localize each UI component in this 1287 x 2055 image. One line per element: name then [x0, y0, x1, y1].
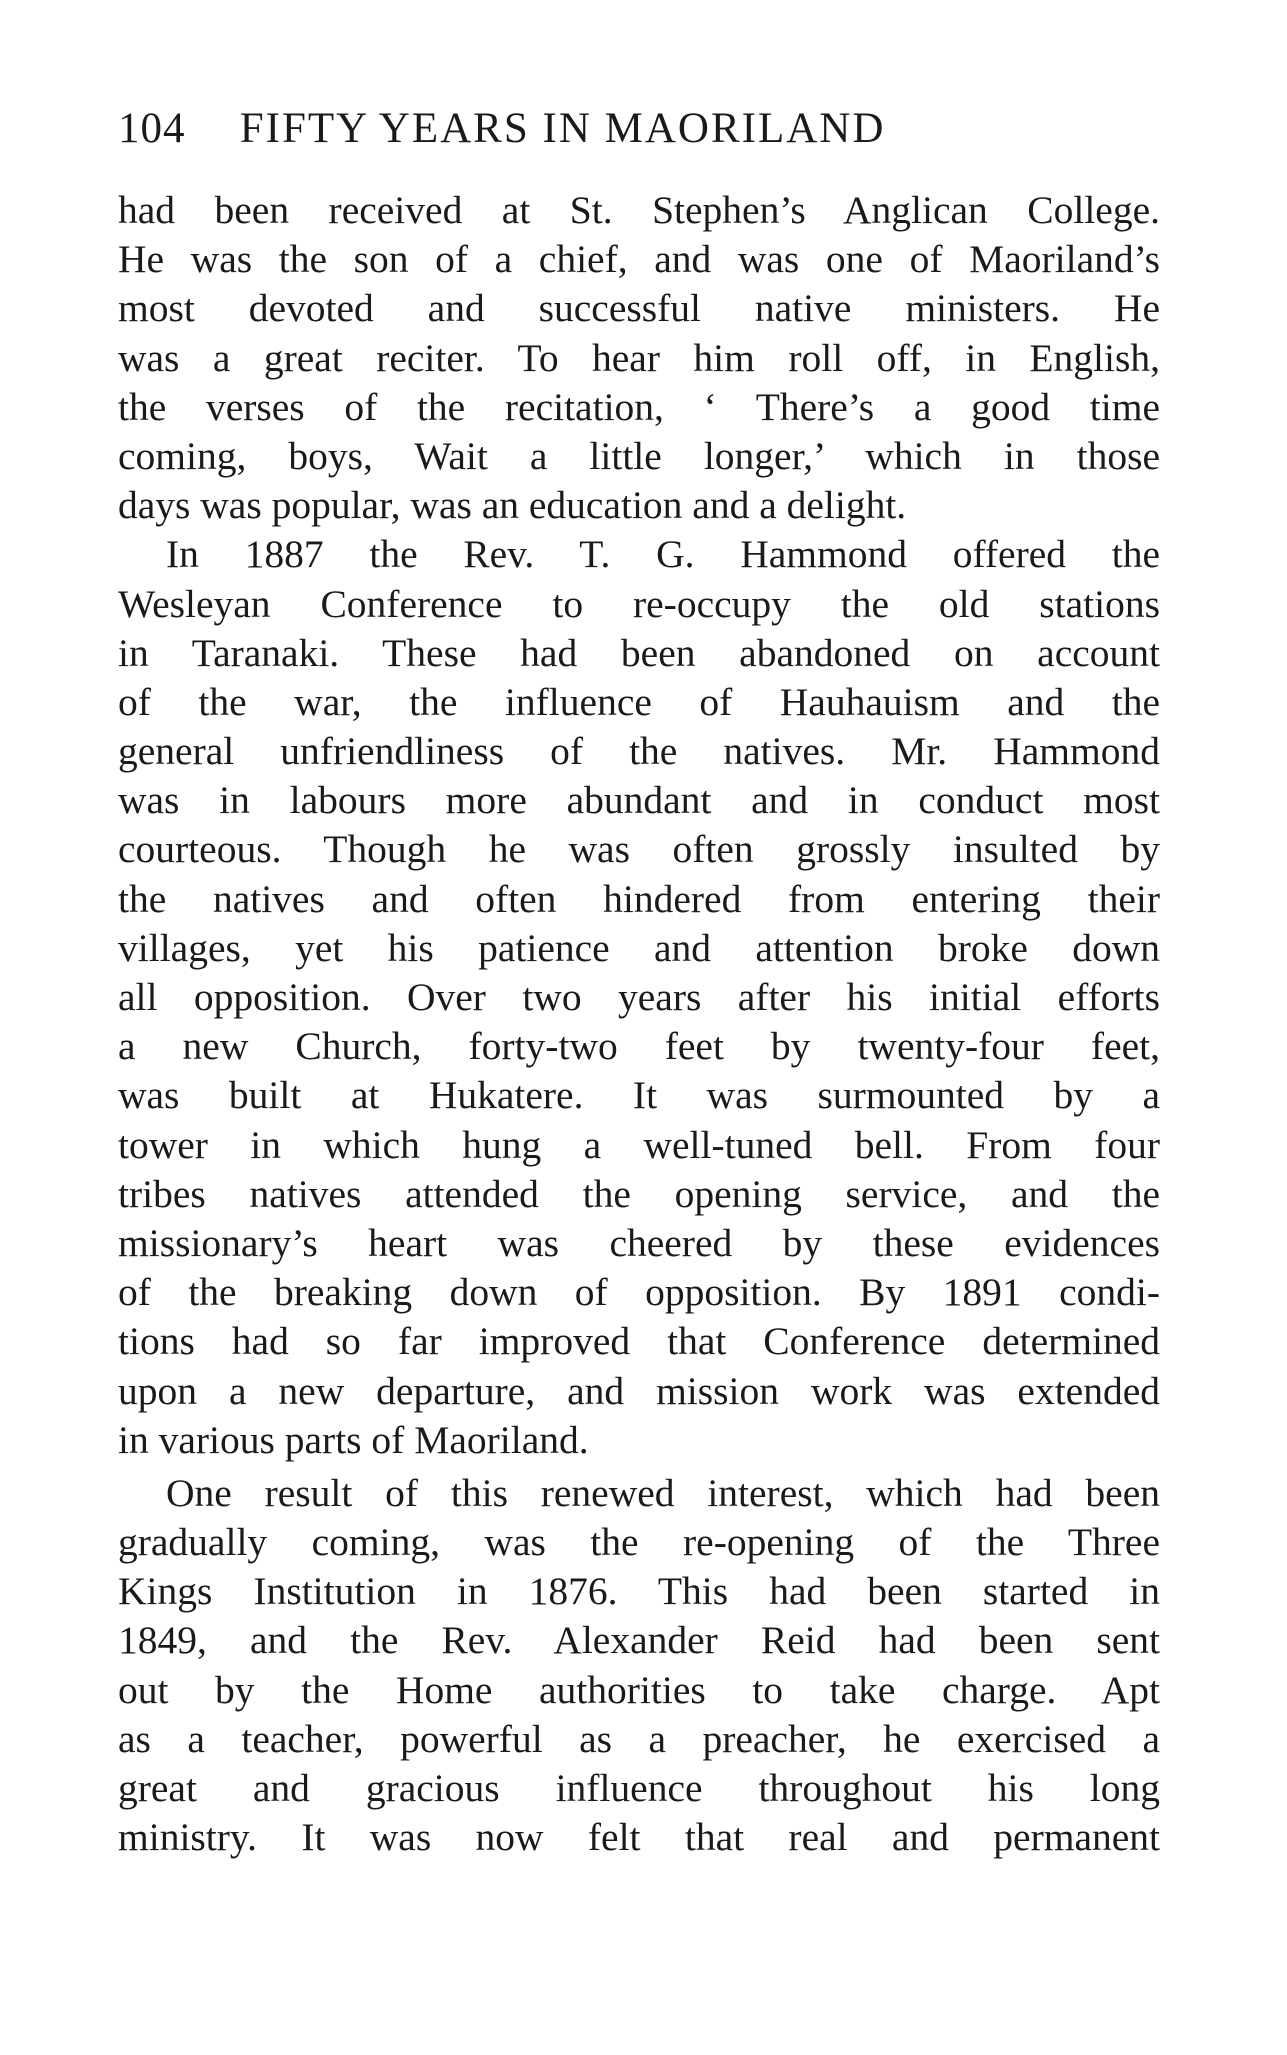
text-line: upon a new departure, and mission work was extended: [118, 1368, 1160, 1413]
text-line: He was the son of a chief, and was one of Maoriland’s: [118, 237, 1160, 282]
text-line: most devoted and successful native ministers. He: [118, 286, 1160, 331]
text-line: courteous. Though he was often grossly insulted by: [118, 827, 1160, 872]
text-line: in Taranaki. These had been abandoned on account: [118, 630, 1160, 675]
page-number: 104: [118, 105, 186, 152]
text-line: great and gracious influence throughout his long: [118, 1766, 1160, 1810]
text-line: 1849, and the Rev. Alexander Reid had been sent: [118, 1618, 1160, 1663]
text-line: Wesleyan Conference to re-occupy the old stations: [118, 581, 1160, 626]
running-title: FIFTY YEARS IN MAORILAND: [239, 105, 886, 152]
text-line: tions had so far improved that Conference determined: [118, 1319, 1160, 1364]
paragraph-1: [118, 186, 1160, 530]
text-line: tower in which hung a well-tuned bell. From four: [118, 1122, 1160, 1167]
text-line: days was popular, was an education and a delight.: [118, 483, 907, 528]
paragraph-3: [118, 1469, 1160, 1863]
text-line: as a teacher, powerful as a preacher, he exercised a: [118, 1716, 1160, 1761]
text-line: had been received at St. Stephen’s Anglican College.: [118, 188, 1160, 232]
text-line: In 1887 the Rev. T. G. Hammond offered the: [166, 532, 1160, 577]
text-line: in various parts of Maoriland.: [118, 1417, 589, 1462]
text-line: villages, yet his patience and attention broke down: [118, 925, 1160, 970]
page-header: [118, 104, 1158, 164]
text-line: missionary’s heart was cheered by these evidences: [118, 1220, 1160, 1265]
text-line: of the war, the influence of Hauhauism and the: [118, 679, 1160, 724]
text-line: the verses of the recitation, ‘ There’s a good time: [118, 384, 1160, 429]
text-line: Kings Institution in 1876. This had been started in: [118, 1569, 1160, 1614]
text-line: out by the Home authorities to take charge. Apt: [118, 1667, 1160, 1712]
text-line: all opposition. Over two years after his initial efforts: [118, 975, 1160, 1019]
text-line: tribes natives attended the opening service, and the: [118, 1171, 1160, 1216]
text-line: coming, boys, Wait a little longer,’ which in those: [118, 433, 1160, 478]
body-text: [118, 186, 1160, 1862]
text-line: a new Church, forty-two feet by twenty-four feet,: [118, 1024, 1160, 1069]
text-line: One result of this renewed interest, which had been: [166, 1470, 1160, 1515]
text-line: of the breaking down of opposition. By 1891 condi-: [118, 1270, 1160, 1315]
text-line: general unfriendliness of the natives. Mr. Hammond: [118, 729, 1160, 774]
text-line: was a great reciter. To hear him roll off, in English,: [118, 335, 1160, 380]
text-line: the natives and often hindered from entering their: [118, 876, 1160, 921]
paragraph-2: [118, 530, 1160, 1465]
text-line: ministry. It was now felt that real and permanent: [118, 1815, 1160, 1860]
text-line: gradually coming, was the re-opening of the Three: [118, 1520, 1160, 1565]
text-line: was in labours more abundant and in conduct most: [118, 778, 1160, 823]
text-line: was built at Hukatere. It was surmounted by a: [118, 1073, 1160, 1118]
